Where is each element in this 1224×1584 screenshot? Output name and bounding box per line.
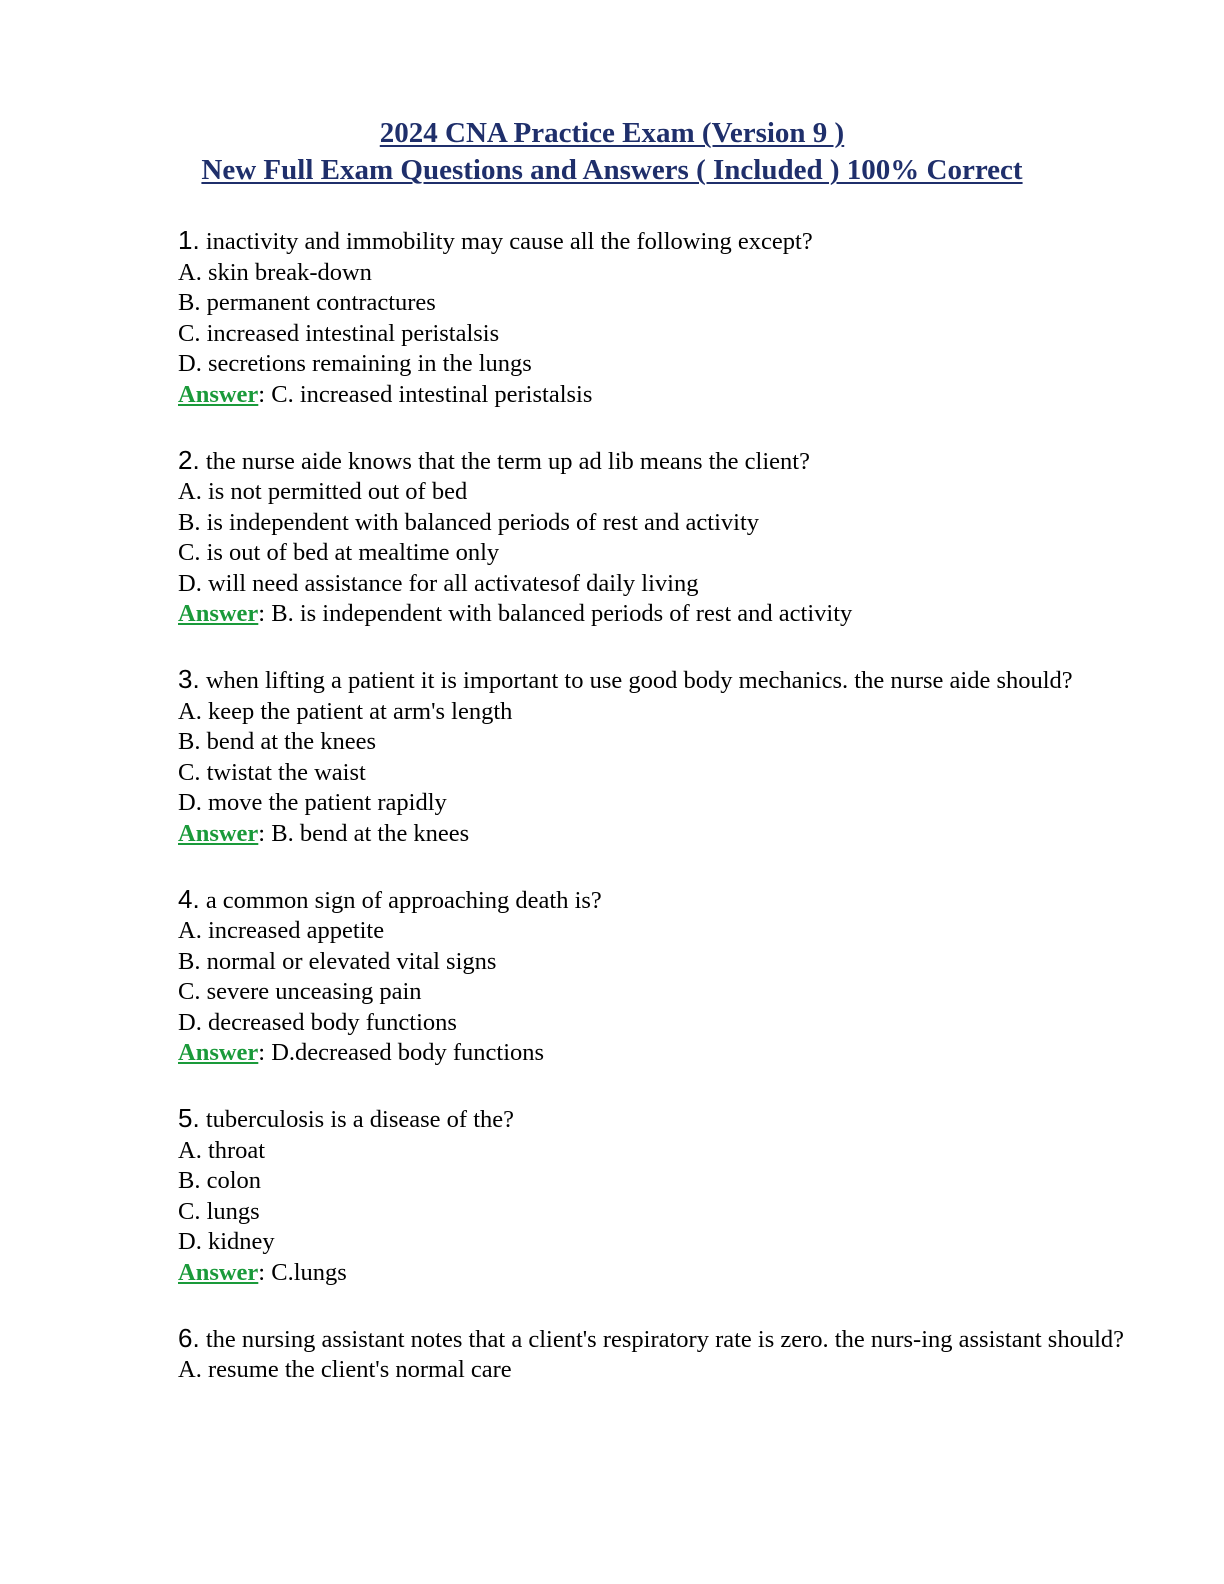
question-stem: [178, 1103, 1128, 1136]
answer-text: B. is independent with balanced periods of rest and activity: [271, 600, 853, 627]
option-c: C. twistat the waist: [178, 758, 366, 786]
question-text: the nursing assistant notes that a client's respiratory rate is zero. the nurs-ing assistant should?: [199, 1325, 1125, 1353]
option-b: B. permanent contractures: [178, 289, 436, 316]
answer-separator: :: [258, 819, 272, 847]
question-5: [178, 1103, 1128, 1288]
question-3: [178, 664, 1128, 849]
option-b: B. colon: [178, 1167, 262, 1194]
option-a: A. keep the patient at arm's length: [178, 697, 513, 725]
option-c: C. is out of bed at mealtime only: [178, 539, 500, 566]
option-a: A. skin break-down: [178, 258, 372, 286]
answer-separator: :: [258, 380, 272, 408]
answer-text: D.decreased body functions: [271, 1039, 545, 1066]
answer-separator: :: [258, 600, 272, 627]
question-text: when lifting a patient it is important to use good body mechanics. the nurse aide should?: [199, 667, 1073, 694]
question-text: a common sign of approaching death is?: [199, 886, 602, 914]
question-1: [178, 225, 1128, 410]
answer-separator: :: [258, 1039, 272, 1066]
question-text: the nurse aide knows that the term up ad lib means the client?: [199, 447, 810, 475]
question-stem: [178, 445, 1128, 478]
option-c: C. increased intestinal peristalsis: [178, 319, 500, 347]
option-d: D. move the patient rapidly: [178, 789, 447, 816]
question-list: [178, 225, 1128, 1420]
answer-line: [178, 1258, 1128, 1289]
answer-label: Answer: [178, 600, 259, 627]
answer-line: [178, 380, 1128, 411]
answer-line: [178, 1038, 1128, 1069]
option-b: B. bend at the knees: [178, 728, 376, 755]
option-c: C. severe unceasing pain: [178, 978, 422, 1005]
answer-text: C. increased intestinal peristalsis: [271, 380, 593, 408]
question-text: inactivity and immobility may cause all the following except?: [199, 228, 813, 255]
question-4: [178, 884, 1128, 1069]
title-line-2: New Full Exam Questions and Answers ( Included ) 100% Correct: [201, 154, 1023, 186]
question-number: 3.: [178, 664, 200, 694]
answer-separator: :: [258, 1258, 272, 1286]
answer-label: Answer: [178, 819, 259, 847]
option-c: C. lungs: [178, 1197, 260, 1225]
question-stem: [178, 884, 1128, 917]
document-title: [0, 115, 1224, 189]
answer-text: C.lungs: [271, 1258, 347, 1286]
title-line-1: 2024 CNA Practice Exam (Version 9 ): [379, 117, 845, 149]
question-number: 5.: [178, 1103, 200, 1133]
option-a: A. resume the client's normal care: [178, 1356, 512, 1383]
option-b: B. normal or elevated vital signs: [178, 947, 497, 975]
question-number: 1.: [178, 225, 200, 255]
question-text: tuberculosis is a disease of the?: [199, 1106, 515, 1133]
question-6: [178, 1323, 1128, 1386]
option-d: D. decreased body functions: [178, 1008, 457, 1036]
option-a: A. is not permitted out of bed: [178, 478, 468, 505]
option-d: D. will need assistance for all activatesof daily living: [178, 569, 699, 597]
question-stem: [178, 225, 1128, 258]
answer-line: [178, 599, 1128, 630]
question-number: 4.: [178, 883, 200, 914]
question-number: 6.: [178, 1322, 200, 1353]
question-2: [178, 445, 1128, 630]
answer-text: B. bend at the knees: [271, 819, 470, 847]
answer-label: Answer: [178, 1258, 259, 1286]
answer-line: [178, 819, 1128, 850]
question-stem: [178, 1323, 1128, 1356]
answer-label: Answer: [178, 380, 259, 408]
option-d: D. secretions remaining in the lungs: [178, 350, 532, 377]
question-stem: [178, 664, 1128, 697]
question-number: 2.: [178, 444, 200, 475]
answer-label: Answer: [178, 1039, 259, 1066]
option-a: A. throat: [178, 1136, 266, 1164]
option-d: D. kidney: [178, 1228, 275, 1255]
option-b: B. is independent with balanced periods of rest and activity: [178, 508, 760, 536]
option-a: A. increased appetite: [178, 917, 385, 944]
